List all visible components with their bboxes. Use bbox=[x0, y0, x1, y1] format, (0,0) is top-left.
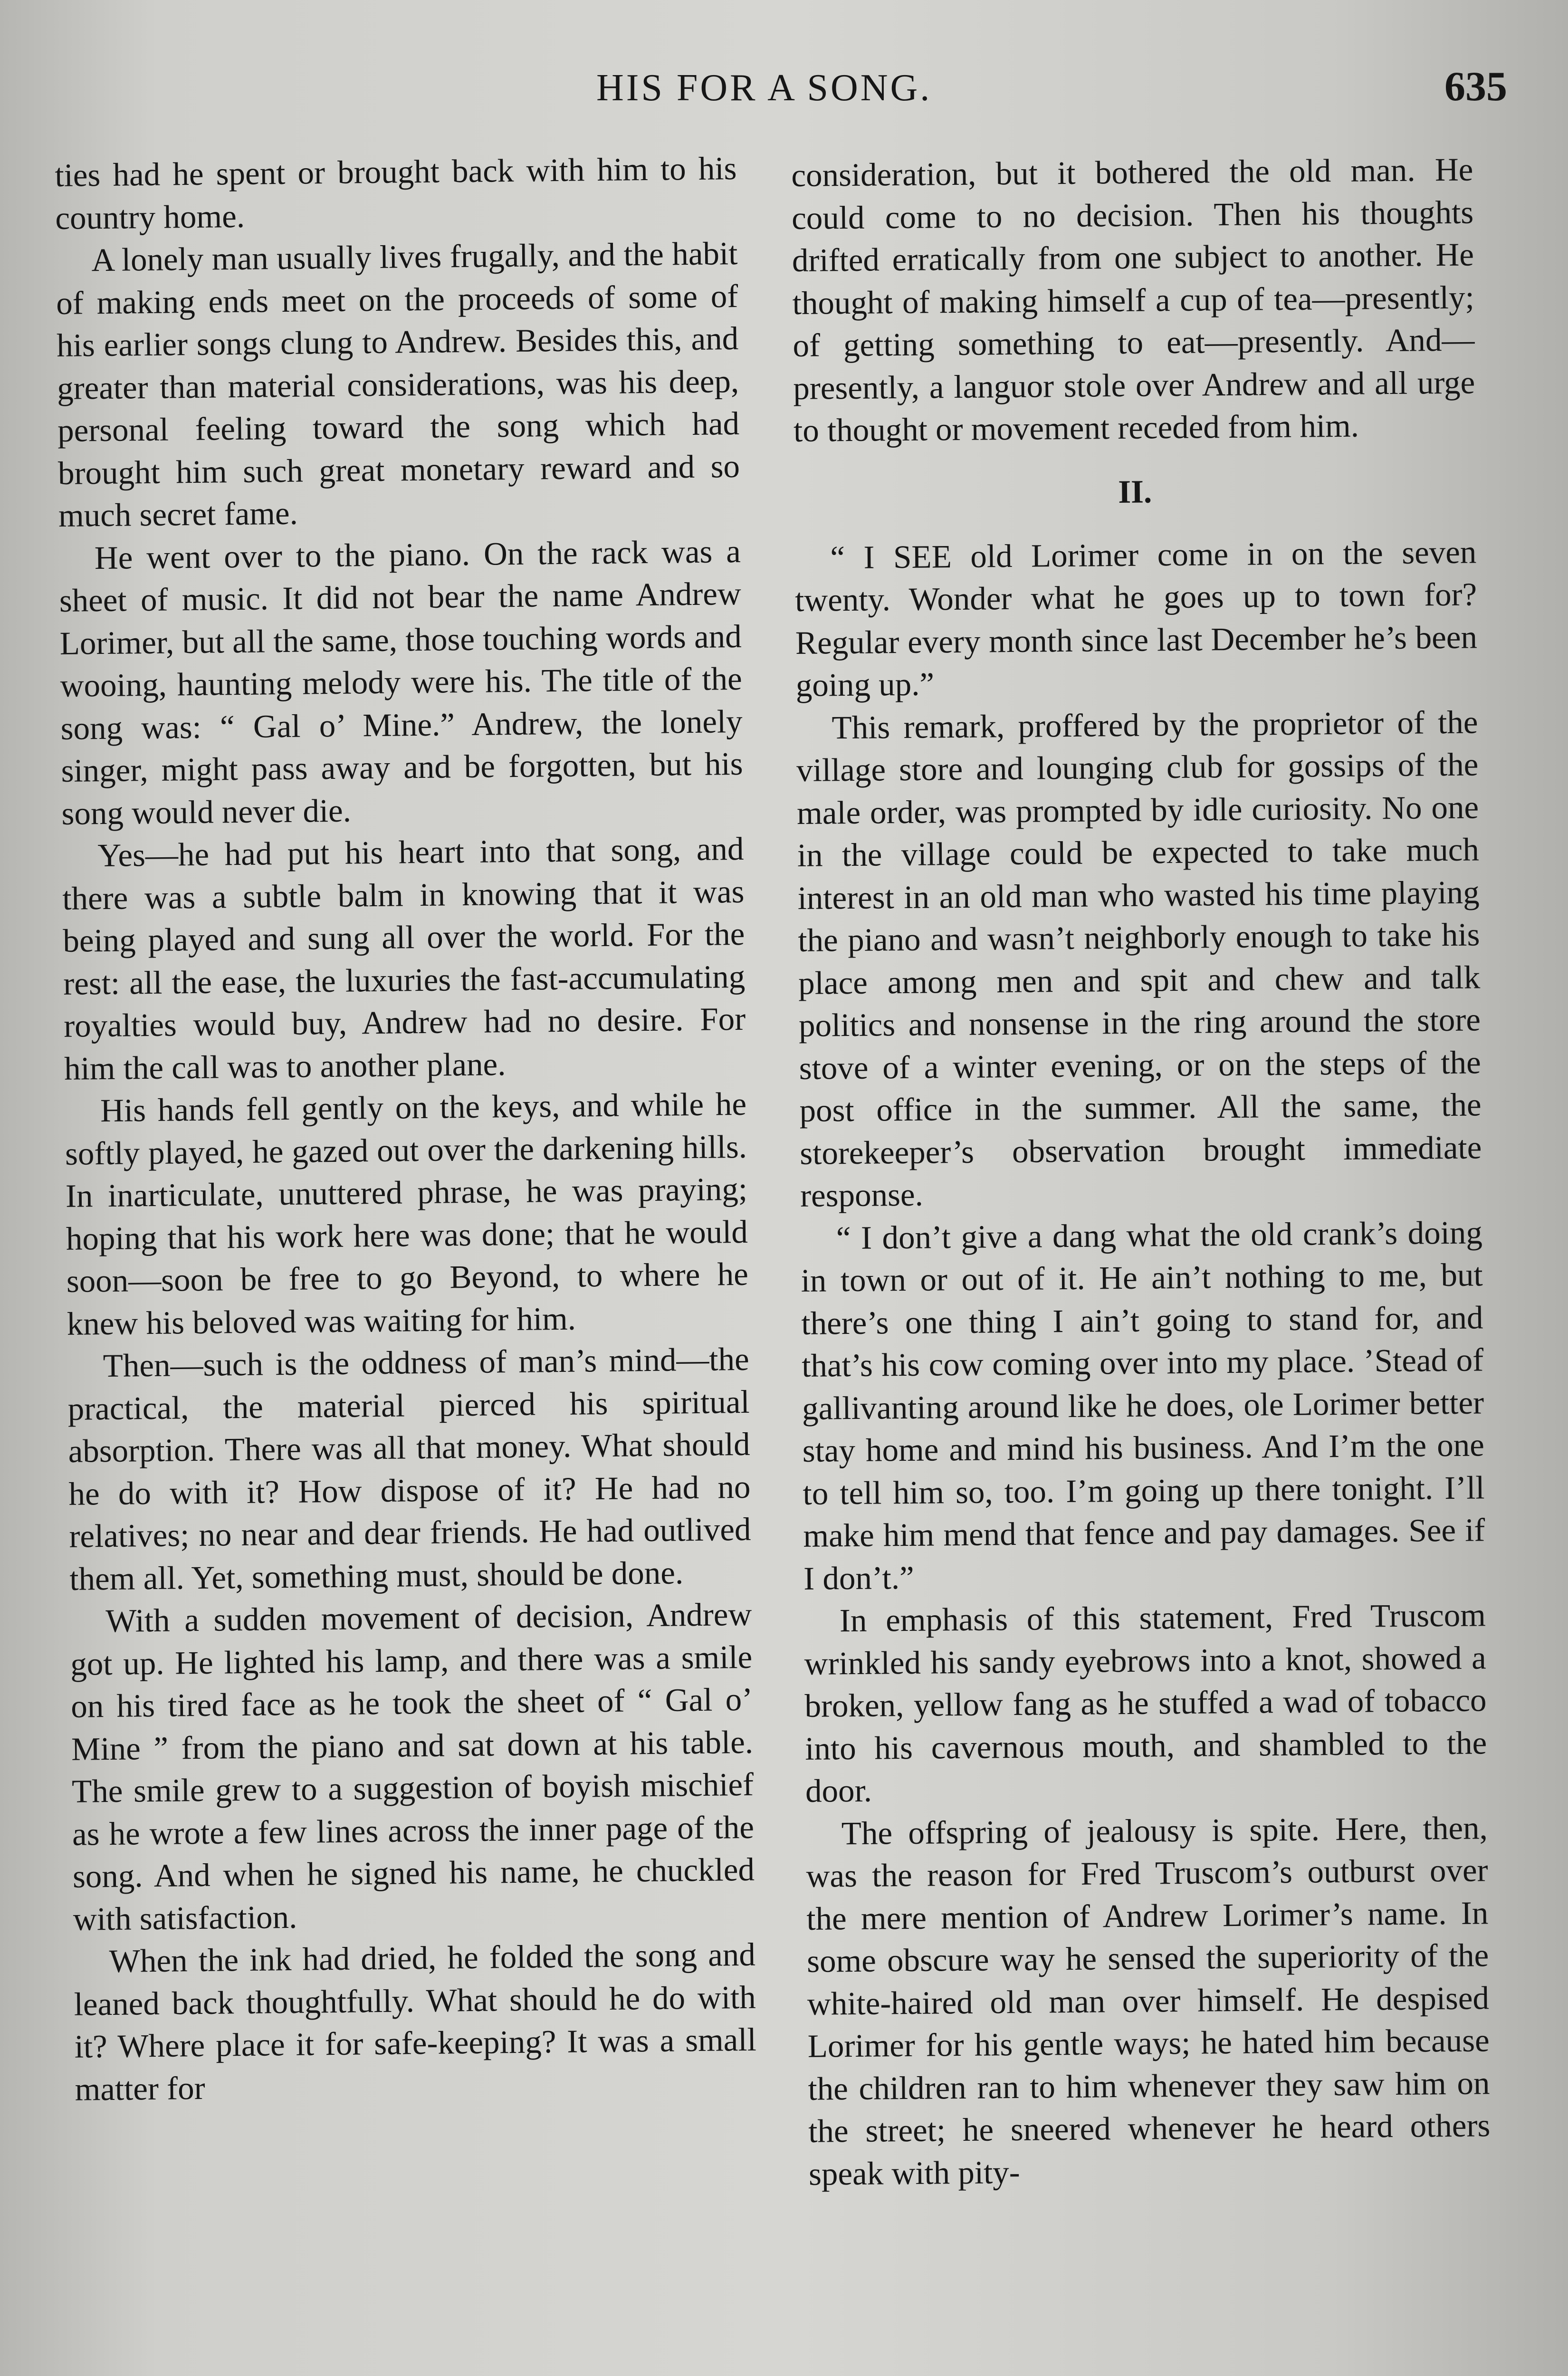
paragraph: When the ink had dried, he folded the song and leaned back thoughtfully. What should he do with it? Where place it for safe-keeping? It was a small matter for bbox=[74, 1936, 757, 2108]
running-title: HIS FOR A SONG. bbox=[596, 67, 932, 109]
page-header bbox=[0, 64, 1568, 124]
paragraph: Then—such is the oddness of man’s mind—the practical, the material pierced his spiritual absorption. There was all that money. What should he do with it? How dispose of it? He had no relatives; no near and dear friends. He had outlived them all. Yet, something must, should be done. bbox=[67, 1341, 751, 1597]
paragraph: Yes—he had put his heart into that song, and there was a subtle balm in knowing that it was being played and sung all over the world. For the rest: all the ease, the luxuries the fast-accumulating royalties would buy, Andrew had no desire. For him the call was to another plane. bbox=[62, 830, 746, 1087]
paragraph: His hands fell gently on the keys, and while he softly played, he gazed out over the darkening hills. In inarticulate, unuttered phrase, he was praying; hoping that his work here was done; that he would soon—soon be free to go Beyond, to where he knew his beloved was waiting for him. bbox=[65, 1085, 749, 1342]
paragraph: A lonely man usually lives frugally, and the habit of making ends meet on the proceeds of some of his earlier songs clung to Andrew. Besides this, and greater than material considerations, was his deep, personal feeling toward the song which had brought him such great monetary reward and so much secret fame. bbox=[56, 235, 740, 534]
left-column bbox=[55, 147, 757, 2111]
paragraph: “ I don’t give a dang what the old crank’s doing in town or out of it. He ain’t nothing to me, but there’s one thing I ain’t going to stand for, and that’s his cow coming over into my place. ’Stead of gallivanting around like he does, ole Lorimer better stay home and mind his business. And I’m the one to tell him so, too. I’m going up there tonight. I’ll make him mend that fence and pay damages. See if I don’t.” bbox=[801, 1214, 1485, 1597]
right-column bbox=[791, 148, 1491, 2195]
paragraph: ties had he spent or brought back with him to his country home. bbox=[55, 150, 737, 236]
paragraph: He went over to the piano. On the rack was a sheet of music. It did not bear the name Andrew Lorimer, but all the same, those touching words and wooing, haunting melody were his. The title of the song was: “ Gal o’ Mine.” Andrew, the lonely singer, might pass away and be forgotten, but his song would never die. bbox=[59, 533, 743, 832]
paragraph: consideration, but it bothered the old man. He could come to no decision. Then his thoughts drifted erratically from one subject to another. He thought of making himself a cup of tea—presently; of getting something to eat—presently. And—presently, a languor stole over Andrew and all urge to thought or movement receded from him. bbox=[791, 151, 1475, 449]
paragraph: “ I SEE old Lorimer come in on the seven twenty. Wonder what he goes up to town for? Regular every month since last December he’s been going up.” bbox=[794, 533, 1478, 703]
page-number: 635 bbox=[1444, 64, 1507, 110]
section-heading: II. bbox=[1118, 473, 1152, 510]
paragraph: In emphasis of this statement, Fred Truscom wrinkled his sandy eyebrows into a knot, showed a broken, yellow fang as he stuffed a wad of tobacco into his cavernous mouth, and shambled to the door. bbox=[804, 1597, 1487, 1809]
paragraph: With a sudden movement of decision, Andrew got up. He lighted his lamp, and there was a smile on his tired face as he took the sheet of “ Gal o’ Mine ” from the piano and sat down at his table. The smile grew to a suggestion of boyish mischief as he wrote a few lines across the inner page of the song. And when he signed his name, he chuckled with satisfaction. bbox=[70, 1596, 755, 1937]
paragraph: This remark, proffered by the proprietor of the village store and lounging club for gossips of the male order, was prompted by idle curiosity. No one in the village could be expected to take much interest in an old man who wasted his time playing the piano and wasn’t neighborly enough to take his place among men and spit and chew and talk politics and nonsense in the ring around the store stove of a winter evening, or on the steps of the post office in the summer. All the same, the storekeeper’s observation brought immediate response. bbox=[796, 703, 1482, 1214]
paragraph: The offspring of jealousy is spite. Here, then, was the reason for Fred Truscom’s outburst over the mere mention of Andrew Lorimer’s name. In some obscure way he sensed the superiority of the white-haired old man over himself. He despised Lorimer for his gentle ways; he hated him because the children ran to him whenever they saw him on the street; he sneered whenever he heard others speak with pity- bbox=[806, 1809, 1491, 2192]
